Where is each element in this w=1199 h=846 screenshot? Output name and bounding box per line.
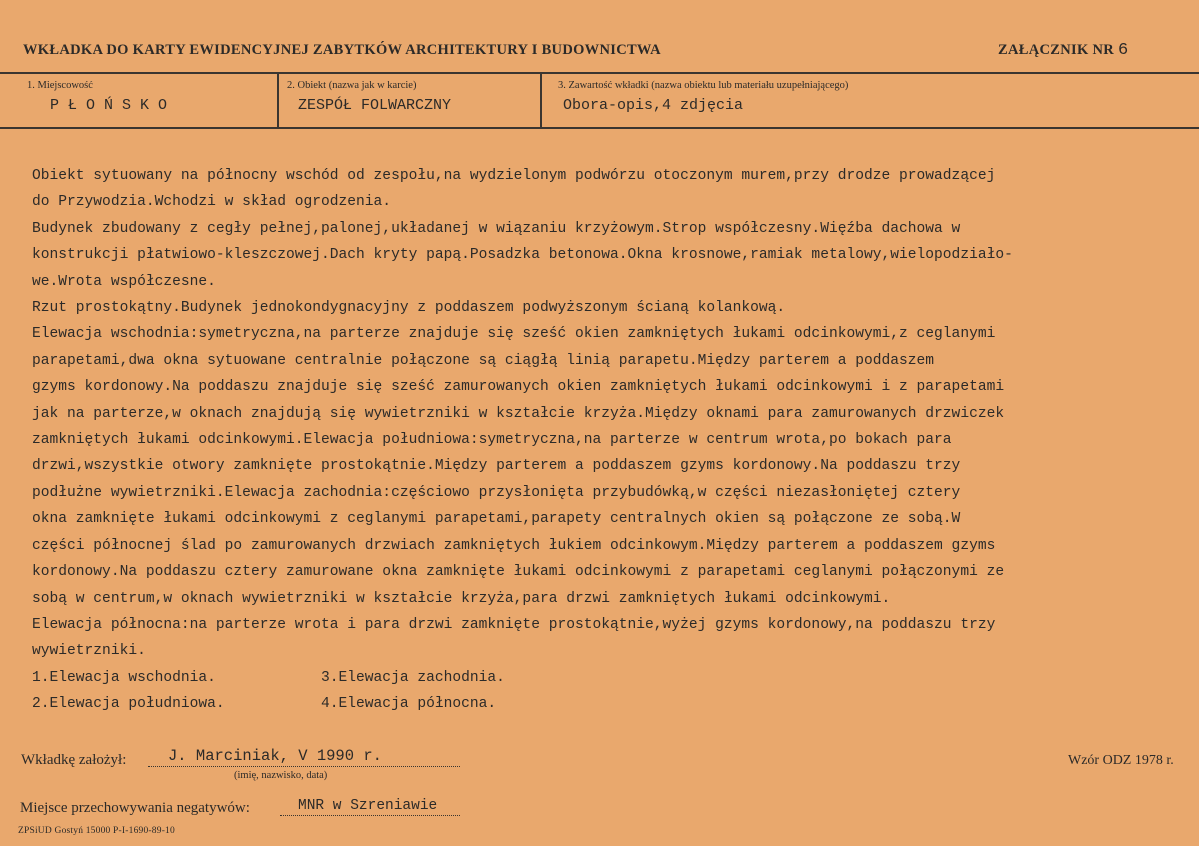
storage-value: MNR w Szreniawie <box>298 798 438 814</box>
object-value: ZESPÓŁ FOLWARCZNY <box>298 97 452 114</box>
object-label: 2. Obiekt (nazwa jak w karcie) <box>287 80 417 91</box>
description-line: Budynek zbudowany z cegły pełnej,palonej,układanej w wiązaniu krzyżowym.Strop współczesny.Więźba dachowa w <box>32 220 961 237</box>
storage-dotted-line <box>280 815 460 816</box>
description-line: sobą w centrum,w oknach wywietrzniki w kształcie krzyża,para drzwi zamkniętych łukami odcinkowymi. <box>32 590 891 607</box>
locality-label: 1. Miejscowość <box>27 80 93 91</box>
locality-value: PŁOŃSKO <box>50 97 177 114</box>
description-line: do Przywodzia.Wchodzi w skład ogrodzenia. <box>32 194 392 211</box>
founded-caption: (imię, nazwisko, data) <box>234 770 328 781</box>
bottom-rule <box>0 127 1199 129</box>
storage-label: Miejsce przechowywania negatywów: <box>20 800 250 816</box>
description-line: konstrukcji płatwiowo-kleszczowej.Dach kryty papą.Posadzka betonowa.Okna krosnowe,ramiak metalowy,wielopodziało- <box>32 247 1013 264</box>
description-line: okna zamknięte łukami odcinkowymi z ceglanymi parapetami,parapety centralnych okien są połączone ze sobą.W <box>32 511 961 528</box>
print-info: ZPSiUD Gostyń 15000 P-I-1690-89-10 <box>18 826 175 836</box>
description-line: Elewacja północna:na parterze wrota i para drzwi zamknięte prostokątnie,wyżej gzyms kordonowy,na poddaszu trzy <box>32 616 996 633</box>
description-text <box>32 163 1192 718</box>
founded-value: J. Marciniak, V 1990 r. <box>168 747 382 765</box>
description-line: Rzut prostokątny.Budynek jednokondygnacyjny z poddaszem podwyższonym ścianą kolankową. <box>32 300 786 317</box>
description-line: jak na parterze,w oknach znajdują się wywietrzniki w kształcie krzyża.Między oknami para zamurowanych drzwiczek <box>32 405 1005 422</box>
contents-value: Obora-opis,4 zdjęcia <box>563 97 744 114</box>
founded-label: Wkładkę założył: <box>21 752 127 768</box>
annex-label-text: ZAŁĄCZNIK NR <box>998 42 1114 58</box>
description-line: 2.Elewacja południowa. 4.Elewacja północna. <box>32 696 497 713</box>
description-line: wywietrzniki. <box>32 643 146 660</box>
description-line: drzwi,wszystkie otwory zamknięte prostokątnie.Między parterem a poddaszem gzyms kordonowy.Na poddaszu trzy <box>32 458 961 475</box>
form-title: WKŁADKA DO KARTY EWIDENCYJNEJ ZABYTKÓW ARCHITEKTURY I BUDOWNICTWA <box>23 42 661 58</box>
top-rule <box>0 72 1199 74</box>
description-line: kordonowy.Na poddaszu cztery zamurowane okna zamknięte łukami odcinkowymi z parapetami ceglanymi połączonymi ze <box>32 564 1005 581</box>
description-line: parapetami,dwa okna sytuowane centralnie połączone są ciągłą linią parapetu.Między parterem a poddaszem <box>32 352 935 369</box>
contents-label: 3. Zawartość wkładki (nazwa obiektu lub materiału uzupełniającego) <box>558 80 849 91</box>
description-line: podłużne wywietrzniki.Elewacja zachodnia:częściowo przysłonięta przybudówką,w części niezasłoniętej cztery <box>32 484 961 501</box>
field-divider-2 <box>540 74 542 127</box>
description-line: gzyms kordonowy.Na poddaszu znajduje się sześć zamurowanych okien zamkniętych łukami odcinkowymi i z parapetami <box>32 379 1005 396</box>
annex-label <box>998 41 1129 60</box>
form-model: Wzór ODZ 1978 r. <box>1068 753 1174 768</box>
description-line: Elewacja wschodnia:symetryczna,na parterze znajduje się sześć okien zamkniętych łukami odcinkowymi,z ceglanymi <box>32 326 996 343</box>
description-line: części północnej ślad po zamurowanych drzwiach zamkniętych łukiem odcinkowym.Między parterem a poddaszem gzyms <box>32 537 996 554</box>
description-line: we.Wrota współczesne. <box>32 273 216 290</box>
field-divider-1 <box>277 74 279 127</box>
description-line: 1.Elewacja wschodnia. 3.Elewacja zachodnia. <box>32 669 505 686</box>
annex-number: 6 <box>1118 41 1129 60</box>
founded-dotted-line <box>148 766 460 767</box>
description-line: Obiekt sytuowany na północny wschód od zespołu,na wydzielonym podwórzu otoczonym murem,przy drodze prowadzącej <box>32 168 996 184</box>
description-line: zamkniętych łukami odcinkowymi.Elewacja południowa:symetryczna,na parterze w centrum wrota,po bokach para <box>32 432 952 449</box>
